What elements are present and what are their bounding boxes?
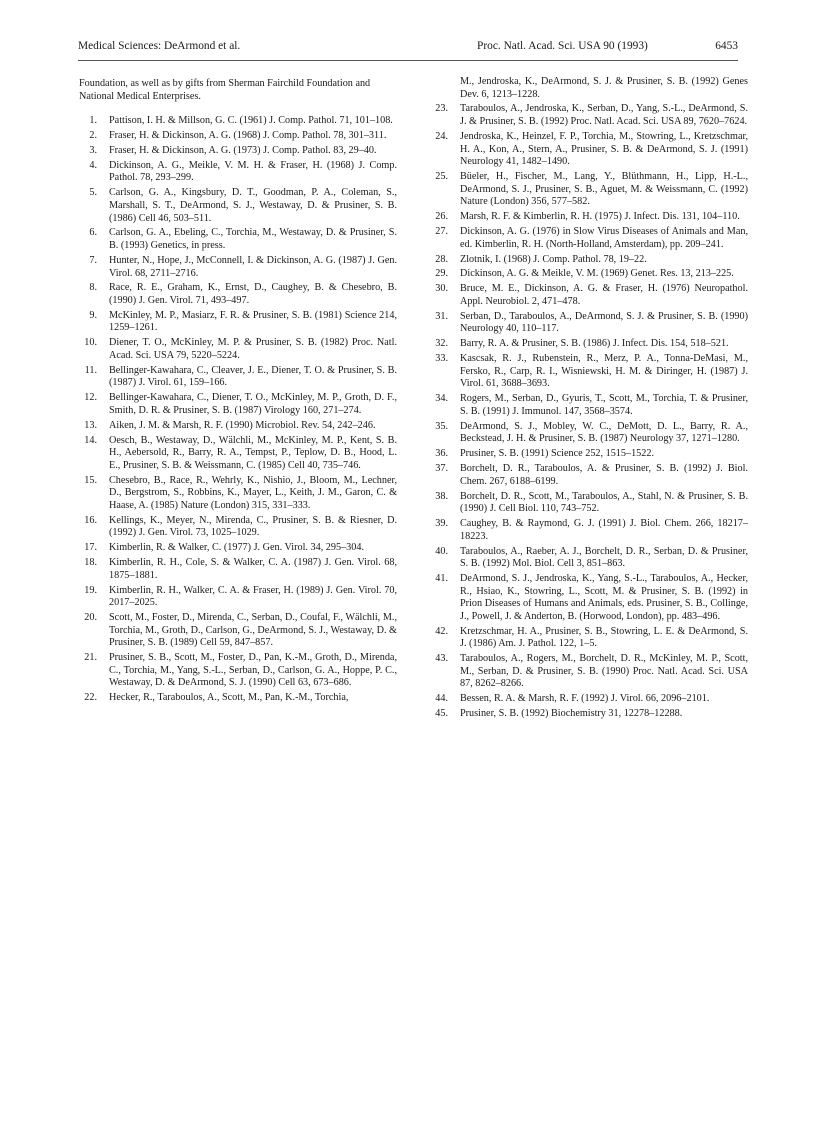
reference-item [430,226,748,251]
reference-number: 8. [89,282,97,294]
reference-text: Prusiner, S. B., Scott, M., Foster, D., Pan, K.-M., Groth, D., Mirenda, C., Torchia, M., Yang, S.-L., Serban, D., Carlson, G. A., Hoppe, P. C., Westaway, D. & DeArmond, S. J. (1990) Cell 63, 673–686. [109,652,397,689]
reference-text: M., Jendroska, K., DeArmond, S. J. & Prusiner, S. B. (1992) Genes Dev. 6, 1213–1228. [460,76,748,100]
reference-item [79,365,397,390]
reference-item [79,130,397,143]
reference-number: 31. [435,310,448,322]
running-header [78,40,738,56]
reference-item [79,475,397,513]
reference-number: 44. [435,693,448,705]
reference-number: 6. [89,227,97,239]
reference-item [430,626,748,651]
reference-number: 18. [84,557,97,569]
reference-text: Dickinson, A. G. & Meikle, V. M. (1969) Genet. Res. 13, 213–225. [460,268,734,280]
reference-item [430,546,748,571]
header-section-title: Medical Sciences: DeArmond et al. [78,40,241,52]
reference-number: 3. [89,144,97,156]
reference-number: 24. [435,130,448,142]
reference-item [430,353,748,391]
reference-item [79,692,397,705]
reference-text: Zlotnik, I. (1968) J. Comp. Pathol. 78, 19–22. [460,253,647,265]
reference-item [430,131,748,169]
reference-text: Kretzschmar, H. A., Prusiner, S. B., Stowring, L. E. & DeArmond, S. J. (1986) Am. J. Pathol. 122, 1–5. [460,625,748,650]
reference-text: Diener, T. O., McKinley, M. P. & Prusiner, S. B. (1982) Proc. Natl. Acad. Sci. USA 79, 5220–5224. [109,337,397,361]
reference-text: Jendroska, K., Heinzel, F. P., Torchia, M., Stowring, L., Kretzschmar, H. A., Kon, A., Stern, A., Prusiner, S. B. & DeArmond, S. J. (1991) Neurology 41, 1482–1490. [460,130,748,168]
reference-item [79,187,397,225]
reference-text: DeArmond, S. J., Jendroska, K., Yang, S.-L., Taraboulos, A., Hecker, R., Hsiao, K., Stowring, L., Scott, M. & Prusiner, S. B. (1992) in Prion Diseases of Humans and Animals, eds. Prusiner, S. B., Collinge, J., Powell, J. & Anderton, B. (Horwood, London), pp. 483–496. [460,573,748,622]
reference-item [430,338,748,351]
header-rule [78,60,738,61]
reference-text: Prusiner, S. B. (1991) Science 252, 1515–1522. [460,448,654,460]
reference-number: 34. [435,393,448,405]
reference-text: Chesebro, B., Race, R., Wehrly, K., Nishio, J., Bloom, M., Lechner, D., Bergstrom, S., Robbins, K., Mayer, L., Keith, J. M., Garon, C. & Haase, A. (1985) Nature (London) 315, 331–333. [109,474,397,511]
reference-text: Taraboulos, A., Jendroska, K., Serban, D., Yang, S.-L., DeArmond, S. J. & Prusiner, S. B. (1992) Proc. Natl. Acad. Sci. USA 89, 7620–7624. [460,103,748,128]
reference-text: Büeler, H., Fischer, M., Lang, Y., Blüthmann, H., Lipp, H.-L., DeArmond, S. J., Prusiner, S. B., Aguet, M. & Weissmann, C. (1992) Nature (London) 356, 577–582. [460,171,748,208]
reference-item [79,515,397,540]
reference-item [79,612,397,650]
reference-number: 5. [89,187,97,199]
reference-item [79,337,397,362]
reference-text: Kimberlin, R. H., Walker, C. A. & Fraser, H. (1989) J. Gen. Virol. 70, 2017–2025. [109,584,397,609]
reference-text: Carlson, G. A., Kingsbury, D. T., Goodman, P. A., Coleman, S., Marshall, S. T., DeArmond, S. J., Westaway, D. & Prusiner, S. B. (1986) Cell 46, 503–511. [109,187,397,224]
reference-item [79,310,397,335]
reference-number: 22. [84,692,97,704]
reference-item [430,573,748,623]
reference-item [430,393,748,418]
reference-item [430,448,748,461]
reference-number: 26. [435,211,448,223]
reference-number: 10. [84,337,97,349]
reference-item [430,421,748,446]
reference-number: 28. [435,253,448,265]
reference-item [430,708,748,721]
reference-text: McKinley, M. P., Masiarz, F. R. & Prusiner, S. B. (1981) Science 214, 1259–1261. [109,309,397,334]
reference-text: Dickinson, A. G. (1976) in Slow Virus Diseases of Animals and Man, ed. Kimberlin, R. H. (North-Holland, Amsterdam), pp. 209–241. [460,226,748,250]
reference-item [79,282,397,307]
reference-number: 7. [89,254,97,266]
reference-text: Taraboulos, A., Raeber, A. J., Borchelt, D. R., Serban, D. & Prusiner, S. B. (1992) Mol. Biol. Cell 3, 851–863. [460,545,748,570]
reference-item [430,254,748,267]
reference-number: 11. [84,364,97,376]
reference-text: Dickinson, A. G., Meikle, V. M. H. & Fraser, H. (1968) J. Comp. Pathol. 78, 293–299. [109,159,397,184]
reference-number: 19. [84,584,97,596]
reference-number: 4. [89,159,97,171]
reference-text: Hunter, N., Hope, J., McConnell, I. & Dickinson, A. G. (1987) J. Gen. Virol. 68, 2711–2716. [109,254,397,279]
reference-number: 27. [435,226,448,238]
reference-number: 45. [435,708,448,720]
reference-number: 17. [84,542,97,554]
reference-text: Hecker, R., Taraboulos, A., Scott, M., Pan, K.-M., Torchia, [109,692,349,704]
reference-item [430,463,748,488]
reference-text: Caughey, B. & Raymond, G. J. (1991) J. Biol. Chem. 266, 18217–18223. [460,518,748,542]
reference-item [79,585,397,610]
reference-text: Marsh, R. F. & Kimberlin, R. H. (1975) J. Infect. Dis. 131, 104–110. [460,211,740,223]
reference-item [430,311,748,336]
right-column [430,76,748,723]
reference-number: 30. [435,283,448,295]
reference-item [79,145,397,158]
reference-text: Taraboulos, A., Rogers, M., Borchelt, D. R., McKinley, M. P., Scott, M., Serban, D. & Prusiner, S. B. (1990) Proc. Natl. Acad. Sci. USA 87, 8262–8266. [460,653,748,690]
reference-text: Serban, D., Taraboulos, A., DeArmond, S. J. & Prusiner, S. B. (1990) Neurology 40, 110–117. [460,310,748,335]
reference-item [430,518,748,543]
reference-item [430,268,748,281]
reference-number: 16. [84,514,97,526]
reference-item [430,693,748,706]
reference-text: Aiken, J. M. & Marsh, R. F. (1990) Microbiol. Rev. 54, 242–246. [109,419,376,431]
reference-number: 21. [84,652,97,664]
reference-number: 9. [89,309,97,321]
reference-text: Oesch, B., Westaway, D., Wälchli, M., McKinley, M. P., Kent, S. B. H., Aebersold, R., Barry, R. A., Tempst, P., Teplow, D. B., Hood, L. E., Prusiner, S. B. & Weissmann, C. (1985) Cell 40, 735–746. [109,434,397,471]
reference-list-right [430,76,748,721]
reference-text: DeArmond, S. J., Mobley, W. C., DeMott, D. L., Barry, R. A., Beckstead, J. H. & Prusiner, S. B. (1987) Neurology 37, 1271–1280. [460,420,748,445]
reference-text: Carlson, G. A., Ebeling, C., Torchia, M., Westaway, D. & Prusiner, S. B. (1993) Genetics, in press. [109,227,397,252]
reference-number: 1. [89,115,97,127]
acknowledgment-continuation: Foundation, as well as by gifts from Sherman Fairchild Foundation and National Medical Enterprises. [79,78,371,102]
reference-number: 32. [435,338,448,350]
reference-item [79,557,397,582]
reference-item [430,171,748,209]
reference-number: 42. [435,625,448,637]
reference-text: Prusiner, S. B. (1992) Biochemistry 31, 12278–12288. [460,708,683,720]
reference-item [79,115,397,128]
reference-number: 15. [84,474,97,486]
reference-text: Barry, R. A. & Prusiner, S. B. (1986) J. Infect. Dis. 154, 518–521. [460,338,729,350]
reference-text: Pattison, I. H. & Millson, G. C. (1961) J. Comp. Pathol. 71, 101–108. [109,115,393,127]
reference-item [430,653,748,691]
reference-number: 25. [435,171,448,183]
reference-text: Kimberlin, R. & Walker, C. (1977) J. Gen. Virol. 34, 295–304. [109,542,364,554]
reference-item [79,542,397,555]
reference-text: Fraser, H. & Dickinson, A. G. (1968) J. Comp. Pathol. 78, 301–311. [109,130,387,142]
reference-number: 2. [89,130,97,142]
reference-item [79,652,397,690]
reference-text: Bellinger-Kawahara, C., Cleaver, J. E., Diener, T. O. & Prusiner, S. B. (1987) J. Virol. 61, 159–166. [109,364,397,389]
reference-number: 36. [435,448,448,460]
header-page-number: 6453 [715,40,738,52]
reference-text: Bessen, R. A. & Marsh, R. F. (1992) J. Virol. 66, 2096–2101. [460,693,710,705]
left-column [79,78,397,707]
reference-text: Scott, M., Foster, D., Mirenda, C., Serban, D., Coufal, F., Wälchli, M., Torchia, M., Groth, D., Carlson, G., DeArmond, S. J., Westaway, D. & Prusiner, S. B. (1989) Cell 59, 847–857. [109,612,397,649]
reference-number: 37. [435,463,448,475]
reference-text: Kimberlin, R. H., Cole, S. & Walker, C. A. (1987) J. Gen. Virol. 68, 1875–1881. [109,557,397,581]
reference-text: Rogers, M., Serban, D., Gyuris, T., Scott, M., Torchia, T. & Prusiner, S. B. (1991) J. Immunol. 147, 3568–3574. [460,393,748,417]
reference-text: Fraser, H. & Dickinson, A. G. (1973) J. Comp. Pathol. 83, 29–40. [109,144,377,156]
reference-number: 14. [84,434,97,446]
reference-number: 38. [435,490,448,502]
reference-item [430,76,748,101]
reference-number: 40. [435,545,448,557]
reference-text: Bellinger-Kawahara, C., Diener, T. O., McKinley, M. P., Groth, D. F., Smith, D. R. & Prusiner, S. B. (1987) Virology 160, 271–274. [109,392,397,416]
reference-text: Kascsak, R. J., Rubenstein, R., Merz, P. A., Tonna-DeMasi, M., Fersko, R., Carp, R. I., Wisniewski, H. M. & Diringer, H. (1987) J. Virol. 61, 3688–3693. [460,353,748,390]
reference-item [430,211,748,224]
reference-text: Race, R. E., Graham, K., Ernst, D., Caughey, B. & Chesebro, B. (1990) J. Gen. Virol. 71, 493–497. [109,282,397,306]
reference-item [79,227,397,252]
reference-number: 20. [84,612,97,624]
reference-text: Bruce, M. E., Dickinson, A. G. & Fraser, H. (1976) Neuropathol. Appl. Neurobiol. 2, 471–478. [460,283,748,307]
reference-number: 43. [435,653,448,665]
reference-number: 13. [84,419,97,431]
reference-item [430,283,748,308]
reference-text: Borchelt, D. R., Scott, M., Taraboulos, A., Stahl, N. & Prusiner, S. B. (1990) J. Cell Biol. 110, 743–752. [460,490,748,515]
header-journal-citation: Proc. Natl. Acad. Sci. USA 90 (1993) [477,40,648,52]
reference-item [430,103,748,128]
reference-list-left [79,115,397,705]
reference-number: 12. [84,392,97,404]
reference-item [79,160,397,185]
reference-item [79,255,397,280]
reference-item [79,392,397,417]
reference-number: 39. [435,518,448,530]
reference-item [430,491,748,516]
reference-text: Borchelt, D. R., Taraboulos, A. & Prusiner, S. B. (1992) J. Biol. Chem. 267, 6188–6199. [460,463,748,487]
reference-number: 29. [435,268,448,280]
reference-number: 23. [435,103,448,115]
reference-number: 41. [435,573,448,585]
reference-number: 33. [435,353,448,365]
reference-text: Kellings, K., Meyer, N., Mirenda, C., Prusiner, S. B. & Riesner, D. (1992) J. Gen. Virol. 73, 1025–1029. [109,514,397,539]
reference-item [79,435,397,473]
reference-number: 35. [435,420,448,432]
reference-item [79,420,397,433]
